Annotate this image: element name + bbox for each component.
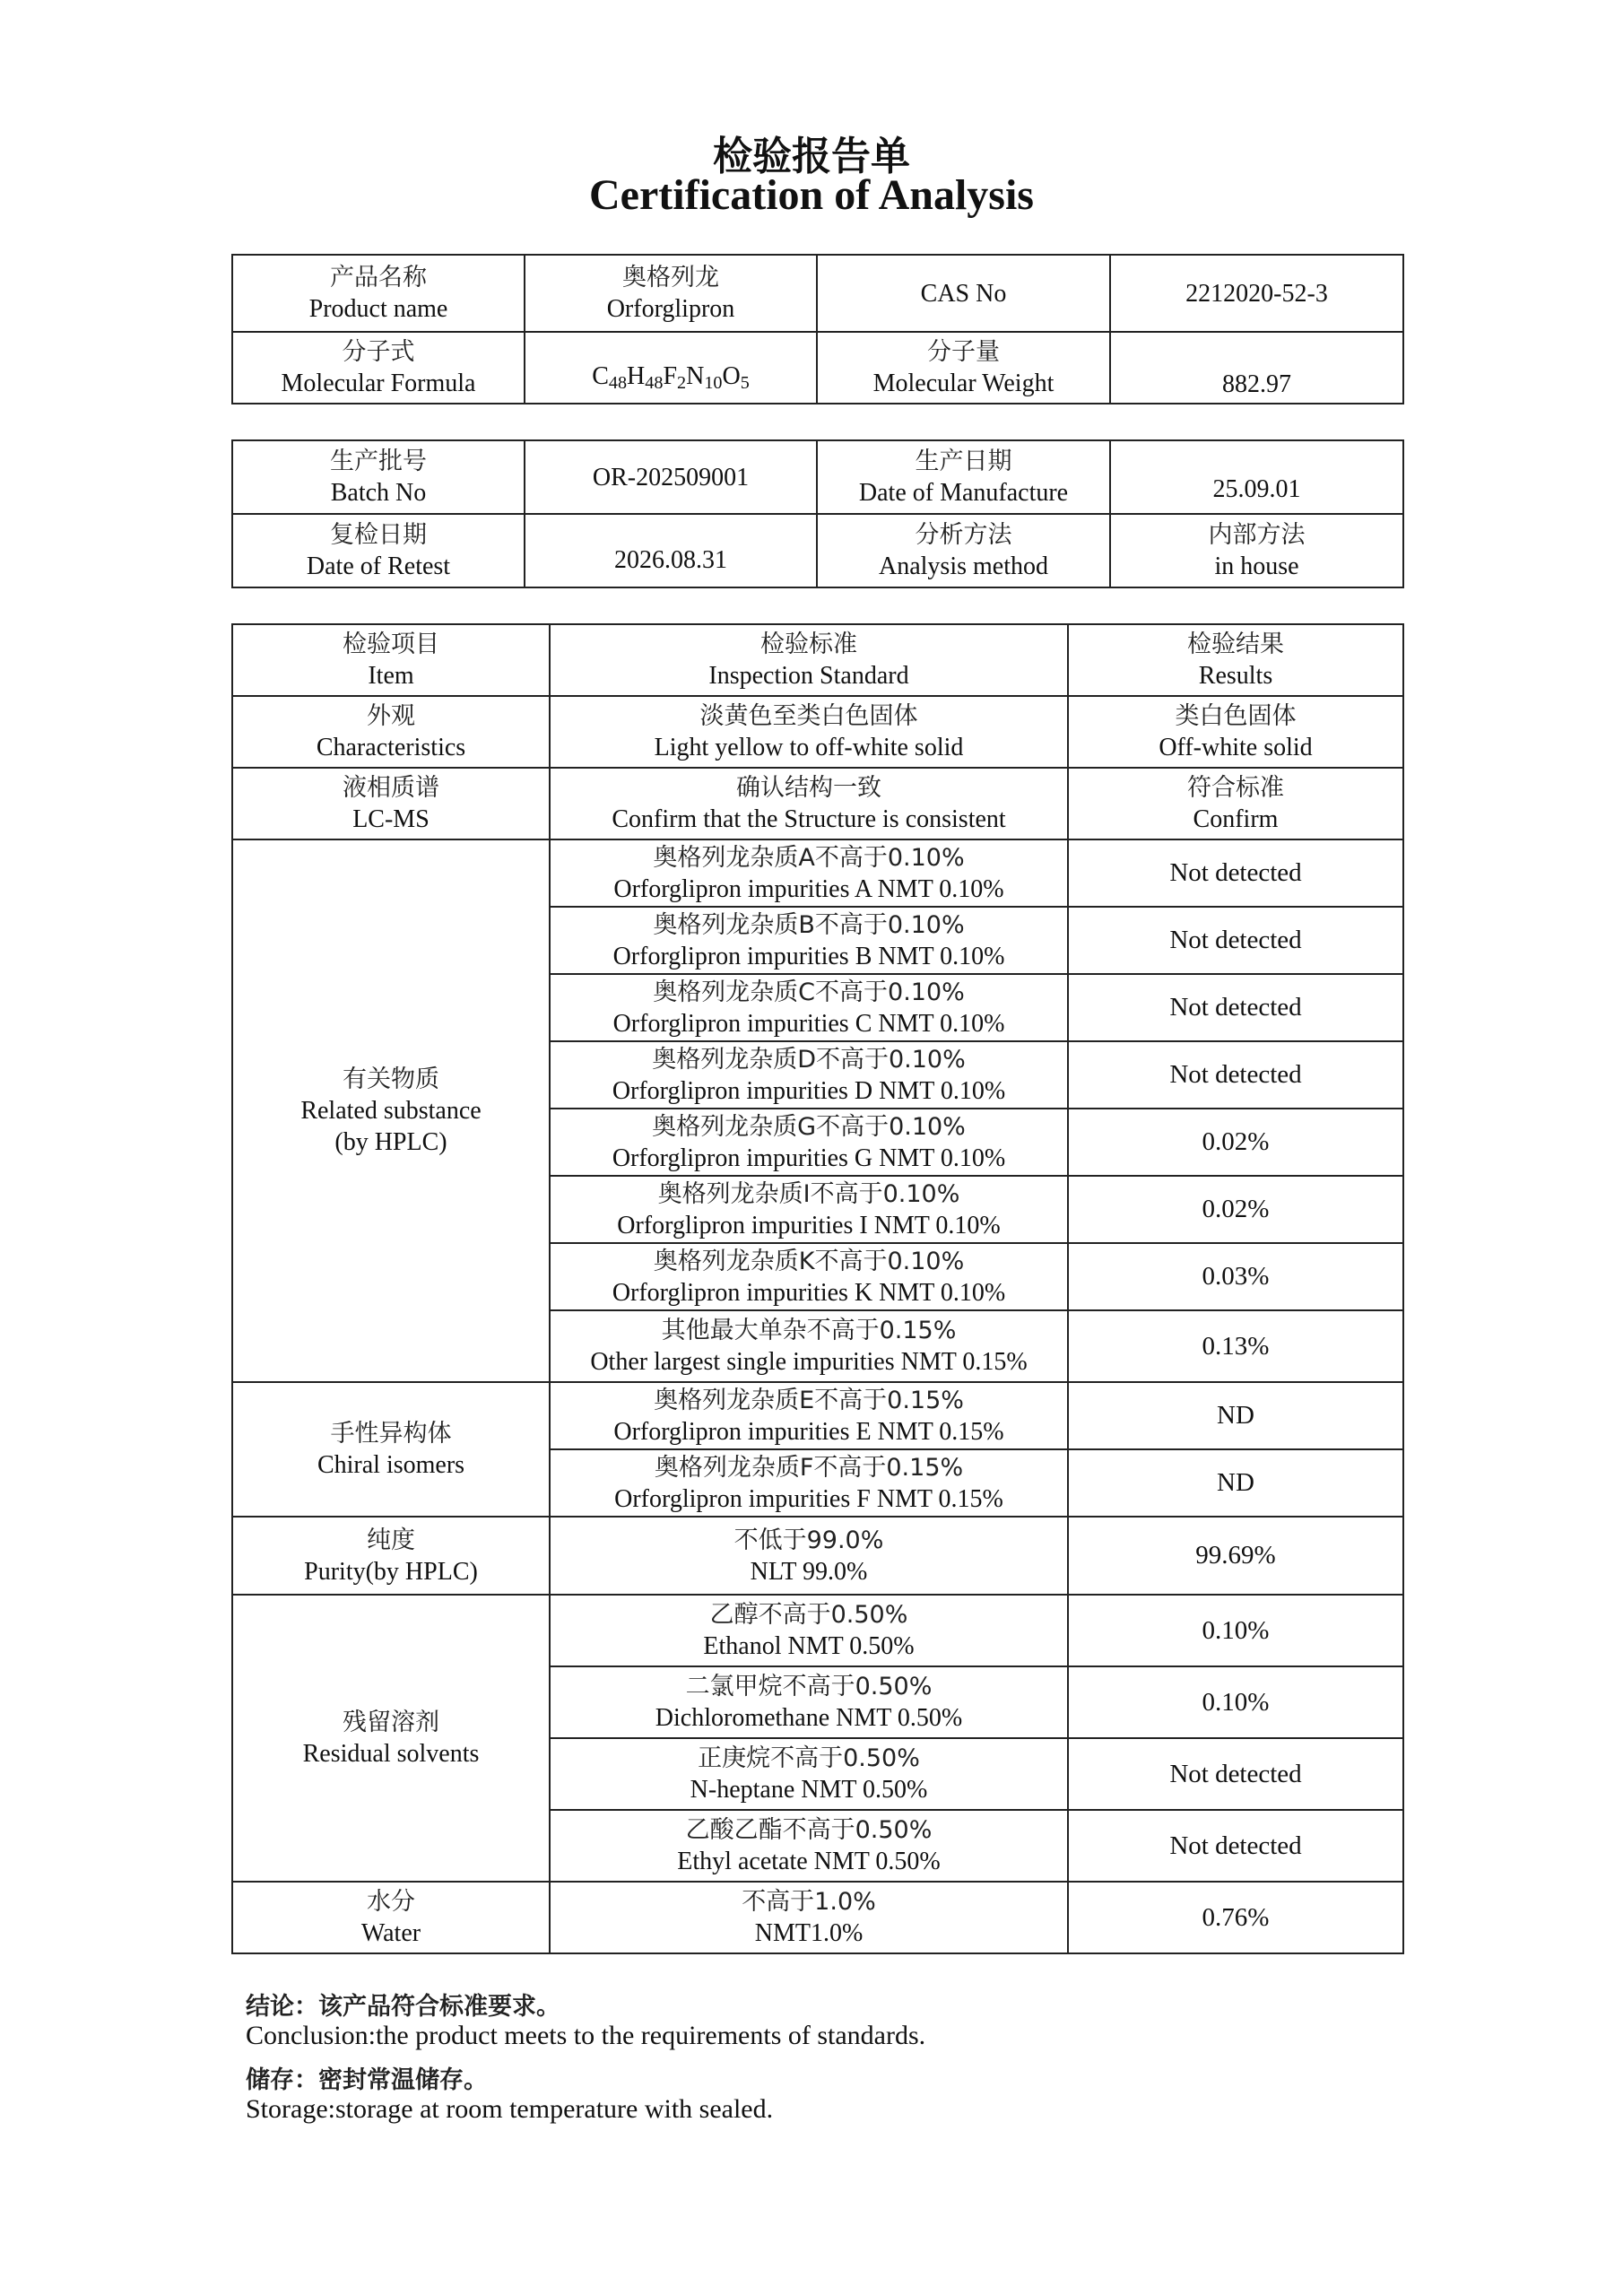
product-name-row xyxy=(232,255,1403,332)
chiral-result-e: ND xyxy=(1068,1382,1403,1449)
chiral-standard-f: 奥格列龙杂质F不高于0.15% Orforglipron impurities F NMT 0.15% xyxy=(550,1449,1068,1517)
lcms-standard: 确认结构一致 Confirm that the Structure is consistent xyxy=(550,768,1068,839)
chiral-standard-e: 奥格列龙杂质E不高于0.15% Orforglipron impurities E NMT 0.15% xyxy=(550,1382,1068,1449)
solvent-standard-dichloromethane: 二氯甲烷不高于0.50% Dichloromethane NMT 0.50% xyxy=(550,1666,1068,1738)
title-en: Certification of Analysis xyxy=(589,171,1034,219)
date-of-retest-label: 复检日期 Date of Retest xyxy=(232,514,525,587)
purity-row xyxy=(232,1517,1403,1595)
related-result-k: 0.03% xyxy=(1068,1243,1403,1310)
inspection-table xyxy=(231,623,1404,1954)
conclusion-en: Conclusion:the product meets to the requirements of standards. xyxy=(246,2021,926,2050)
analysis-method-value: 内部方法 in house xyxy=(1110,514,1403,587)
batch-no-value: OR-202509001 xyxy=(525,440,817,514)
appearance-row xyxy=(232,696,1403,768)
purity-standard: 不低于99.0% NLT 99.0% xyxy=(550,1517,1068,1595)
molecular-weight-label: 分子量 Molecular Weight xyxy=(817,332,1110,404)
purity-result: 99.69% xyxy=(1068,1517,1403,1595)
date-of-retest-value: 2026.08.31 xyxy=(525,514,817,587)
solvent-result-heptane: Not detected xyxy=(1068,1738,1403,1810)
solvent-result-ethanol: 0.10% xyxy=(1068,1595,1403,1666)
related-result-a: Not detected xyxy=(1068,839,1403,907)
related-result-g: 0.02% xyxy=(1068,1109,1403,1176)
title-cn: 检验报告单 xyxy=(713,134,910,179)
chiral-isomers-item: 手性异构体 Chiral isomers xyxy=(232,1382,550,1517)
related-substance-item: 有关物质 Related substance (by HPLC) xyxy=(232,839,550,1382)
water-item: 水分 Water xyxy=(232,1882,550,1953)
related-standard-a: 奥格列龙杂质A不高于0.10% Orforglipron impurities A NMT 0.10% xyxy=(550,839,1068,907)
header-row xyxy=(232,624,1403,696)
conclusion-cn: 结论：该产品符合标准要求。 xyxy=(246,1993,560,2021)
appearance-result: 类白色固体 Off-white solid xyxy=(1068,696,1403,768)
product-info-table xyxy=(231,254,1404,404)
batch-no-row xyxy=(232,440,1403,514)
solvent-result-dichloromethane: 0.10% xyxy=(1068,1666,1403,1738)
date-of-manufacture-value: 25.09.01 xyxy=(1110,440,1403,514)
solvent-standard-ethanol: 乙醇不高于0.50% Ethanol NMT 0.50% xyxy=(550,1595,1068,1666)
molecular-formula-row xyxy=(232,332,1403,404)
related-standard-b: 奥格列龙杂质B不高于0.10% Orforglipron impurities B NMT 0.10% xyxy=(550,907,1068,974)
related-result-c: Not detected xyxy=(1068,974,1403,1041)
related-result-other: 0.13% xyxy=(1068,1310,1403,1382)
cas-no-value: 2212020-52-3 xyxy=(1110,255,1403,332)
retest-row xyxy=(232,514,1403,587)
molecular-formula-label: 分子式 Molecular Formula xyxy=(232,332,525,404)
header-standard: 检验标准 Inspection Standard xyxy=(550,624,1068,696)
header-results: 检验结果 Results xyxy=(1068,624,1403,696)
related-standard-i: 奥格列龙杂质I不高于0.10% Orforglipron impurities I NMT 0.10% xyxy=(550,1176,1068,1243)
product-name-value: 奥格列龙 Orforglipron xyxy=(525,255,817,332)
analysis-method-label: 分析方法 Analysis method xyxy=(817,514,1110,587)
related-standard-g: 奥格列龙杂质G不高于0.10% Orforglipron impurities G NMT 0.10% xyxy=(550,1109,1068,1176)
solvent-row-ethanol xyxy=(232,1595,1403,1666)
appearance-standard: 淡黄色至类白色固体 Light yellow to off-white solid xyxy=(550,696,1068,768)
chiral-row-e xyxy=(232,1382,1403,1449)
solvent-standard-heptane: 正庚烷不高于0.50% N-heptane NMT 0.50% xyxy=(550,1738,1068,1810)
storage-en: Storage:storage at room temperature with sealed. xyxy=(246,2094,774,2124)
water-result: 0.76% xyxy=(1068,1882,1403,1953)
lcms-result: 符合标准 Confirm xyxy=(1068,768,1403,839)
related-row-a xyxy=(232,839,1403,907)
cas-no-label: CAS No xyxy=(817,255,1110,332)
product-name-label: 产品名称 Product name xyxy=(232,255,525,332)
related-standard-c: 奥格列龙杂质C不高于0.10% Orforglipron impurities C NMT 0.10% xyxy=(550,974,1068,1041)
related-result-d: Not detected xyxy=(1068,1041,1403,1109)
date-of-manufacture-label: 生产日期 Date of Manufacture xyxy=(817,440,1110,514)
residual-solvents-item: 残留溶剂 Residual solvents xyxy=(232,1595,550,1882)
related-standard-k: 奥格列龙杂质K不高于0.10% Orforglipron impurities K NMT 0.10% xyxy=(550,1243,1068,1310)
purity-item: 纯度 Purity(by HPLC) xyxy=(232,1517,550,1595)
storage-cn: 储存：密封常温储存。 xyxy=(246,2066,488,2094)
water-standard: 不高于1.0% NMT1.0% xyxy=(550,1882,1068,1953)
related-result-b: Not detected xyxy=(1068,907,1403,974)
appearance-item: 外观 Characteristics xyxy=(232,696,550,768)
water-row xyxy=(232,1882,1403,1953)
molecular-weight-value: 882.97 xyxy=(1110,332,1403,404)
related-result-i: 0.02% xyxy=(1068,1176,1403,1243)
lcms-item: 液相质谱 LC-MS xyxy=(232,768,550,839)
solvent-result-ethyl-acetate: Not detected xyxy=(1068,1810,1403,1882)
lcms-row xyxy=(232,768,1403,839)
solvent-standard-ethyl-acetate: 乙酸乙酯不高于0.50% Ethyl acetate NMT 0.50% xyxy=(550,1810,1068,1882)
related-standard-d: 奥格列龙杂质D不高于0.10% Orforglipron impurities D NMT 0.10% xyxy=(550,1041,1068,1109)
chiral-result-f: ND xyxy=(1068,1449,1403,1517)
batch-info-table xyxy=(231,439,1404,588)
header-item: 检验项目 Item xyxy=(232,624,550,696)
batch-no-label: 生产批号 Batch No xyxy=(232,440,525,514)
molecular-formula-value: $C_{48}H_{48}F_2N_{10}O_5$ xyxy=(525,332,817,404)
related-standard-other: 其他最大单杂不高于0.15% Other largest single impurities NMT 0.15% xyxy=(550,1310,1068,1382)
